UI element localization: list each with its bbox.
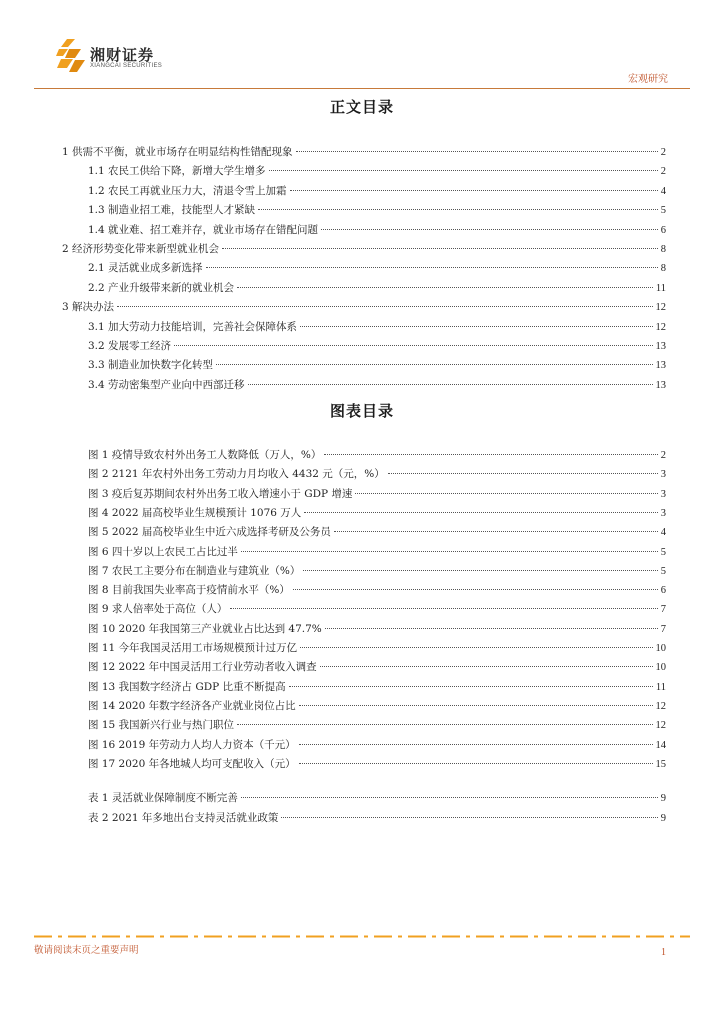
brand-english-name: XIANGCAI SECURITIES [90,63,163,69]
table-item-page-number: 9 [660,812,666,824]
report-category: 宏观研究 [628,74,668,85]
contents-item-label: 2.2 产业升级带来新的就业机会 [88,281,235,294]
figure-item-row[interactable] [88,582,666,598]
contents-item-page-number: 4 [660,185,666,197]
figure-item-row[interactable] [88,563,666,579]
figure-item-row[interactable] [88,640,666,656]
contents-item-label: 1.1 农民工供给下降，新增大学生增多 [88,165,266,178]
dot-leader [290,190,658,191]
table-item-page-number: 9 [660,793,666,804]
dot-leader [388,473,658,474]
figure-item-row[interactable] [88,486,666,502]
contents-item-label: 1.3 制造业招工难，技能型人才紧缺 [88,204,256,217]
contents-item-label: 2.1 灵活就业成多新选择 [88,262,203,275]
figure-item-page-number: 10 [655,643,666,654]
figure-item-label: 图 15 我国新兴行业与热门职位 [88,719,235,732]
dot-leader [258,209,658,210]
table-item-label: 表 2 2021 年多地出台支持灵活就业政策 [88,811,279,824]
contents-title: 正文目录 [329,98,394,116]
figure-item-row[interactable] [88,601,666,617]
figure-item-label: 图 10 2020 年我国第三产业就业占比达到 47.7% [88,622,322,635]
contents-item-page-number: 6 [660,224,666,236]
dot-leader [289,686,653,687]
page-number: 1 [661,947,666,958]
contents-item-page-number: 13 [655,360,666,372]
figure-item-row[interactable] [88,698,666,714]
contents-item-row[interactable] [88,260,666,276]
footer-divider [34,935,690,938]
dot-leader [269,170,658,171]
figure-item-label: 图 6 四十岁以上农民工占比过半 [88,545,238,558]
contents-item-row[interactable] [88,357,666,373]
contents-item-row[interactable] [88,338,666,354]
figure-item-page-number: 12 [655,700,666,712]
contents-item-row[interactable] [88,280,666,296]
figure-item-page-number: 14 [655,739,666,751]
contents-item-row[interactable] [62,241,666,257]
contents-item-row[interactable] [88,222,666,238]
brand-name: 湘财证券 [90,46,155,64]
header-divider [34,88,690,89]
contents-item-page-number: 8 [660,244,666,255]
figure-item-label: 图 2 2121 年农村外出务工劳动力月均收入 4432 元（元，%） [88,468,385,481]
dot-leader [304,512,657,513]
contents-item-page-number: 2 [660,166,666,178]
figure-item-page-number: 15 [655,758,666,770]
contents-item-row[interactable] [88,202,666,218]
figure-item-label: 图 13 我国数字经济占 GDP 比重不断提高 [88,680,286,693]
table-item-row[interactable] [88,810,666,826]
figure-item-row[interactable] [88,466,666,482]
page-header [0,0,724,92]
contents-item-label: 1 供需不平衡，就业市场存在明显结构性错配现象 [62,146,293,158]
contents-item-row[interactable] [88,377,666,393]
contents-item-label: 3.4 劳动密集型产业向中西部迁移 [88,378,245,391]
figures-title: 图表目录 [329,402,394,420]
xiangcai-logo-icon [55,38,89,74]
figure-item-row[interactable] [88,447,666,463]
figure-item-page-number: 3 [660,507,666,519]
dot-leader [216,364,652,365]
dot-leader [241,797,658,798]
figure-item-row[interactable] [88,737,666,753]
table-item-label: 表 1 灵活就业保障制度不断完善 [88,792,238,804]
dot-leader [281,817,657,818]
dot-leader [248,384,653,385]
contents-item-page-number: 12 [655,321,666,333]
contents-item-row[interactable] [88,183,666,199]
contents-item-page-number: 8 [660,263,666,275]
dot-leader [296,151,658,152]
dot-leader [299,763,653,764]
dot-leader [299,744,653,745]
contents-item-page-number: 13 [655,341,666,352]
figure-item-page-number: 2 [660,450,666,461]
figure-item-row[interactable] [88,621,666,637]
figure-item-label: 图 9 求人倍率处于高位（人） [88,603,228,616]
dot-leader [241,551,658,552]
figure-item-label: 图 5 2022 届高校毕业生中近六成选择考研及公务员 [88,526,331,539]
figure-item-label: 图 1 疫情导致农村外出务工人数降低（万人，%） [88,449,322,461]
figure-item-label: 图 7 农民工主要分布在制造业与建筑业（%） [88,564,301,577]
contents-item-page-number: 11 [655,282,666,294]
contents-item-page-number: 12 [655,302,666,314]
figure-item-page-number: 4 [660,527,666,539]
dot-leader [324,454,657,455]
figure-item-row[interactable] [88,544,666,560]
footer-disclaimer: 敬请阅读末页之重要声明 [34,945,139,956]
contents-item-label: 3.3 制造业加快数字化转型 [88,359,214,372]
dot-leader [222,248,658,249]
figure-item-label: 图 16 2019 年劳动力人均人力资本（千元） [88,738,296,751]
figure-item-page-number: 12 [655,720,666,732]
dot-leader [174,345,652,346]
contents-item-label: 1.4 就业难、招工难并存，就业市场存在错配问题 [88,223,319,236]
dot-leader [300,647,652,648]
contents-item-page-number: 5 [660,205,666,217]
figure-item-page-number: 10 [655,662,666,674]
figure-item-row[interactable] [88,717,666,733]
figure-item-page-number: 3 [660,469,666,481]
dot-leader [300,326,652,327]
contents-item-label: 1.2 农民工再就业压力大，清退令雪上加霜 [88,184,287,197]
contents-item-row[interactable] [62,299,666,315]
dot-leader [320,666,653,667]
contents-item-row[interactable] [62,144,666,160]
figure-item-label: 图 14 2020 年数字经济各产业就业岗位占比 [88,699,296,712]
figure-item-label: 图 8 目前我国失业率高于疫情前水平（%） [88,584,290,597]
figure-item-page-number: 11 [655,681,666,693]
figure-item-page-number: 5 [660,565,666,577]
table-item-row[interactable] [88,790,666,806]
contents-item-page-number: 2 [660,147,666,158]
dot-leader [237,724,652,725]
dot-leader [299,705,653,706]
contents-item-label: 2 经济形势变化带来新型就业机会 [62,243,220,255]
figure-item-page-number: 5 [660,546,666,558]
figure-item-row[interactable] [88,524,666,540]
figure-item-label: 图 12 2022 年中国灵活用工行业劳动者收入调查 [88,661,317,674]
dot-leader [206,267,658,268]
dot-leader [117,306,652,307]
figure-item-row[interactable] [88,756,666,772]
contents-item-row[interactable] [88,163,666,179]
figure-item-row[interactable] [88,505,666,521]
dot-leader [334,531,658,532]
figure-item-label: 图 3 疫后复苏期间农村外出务工收入增速小于 GDP 增速 [88,487,353,500]
dot-leader [325,628,658,629]
dot-leader [355,493,657,494]
contents-item-page-number: 13 [655,379,666,391]
figure-item-row[interactable] [88,659,666,675]
dot-leader [321,229,658,230]
figure-item-page-number: 3 [660,488,666,500]
figure-item-page-number: 6 [660,585,666,597]
dot-leader [230,608,657,609]
figure-item-label: 图 4 2022 届高校毕业生规模预计 1076 万人 [88,506,302,519]
figure-item-page-number: 7 [660,604,666,616]
dot-leader [293,589,658,590]
figure-item-label: 图 17 2020 年各地城人均可支配收入（元） [88,757,296,770]
dot-leader [303,570,657,571]
figure-item-label: 图 11 今年我国灵活用工市场规模预计过万亿 [88,642,298,654]
contents-item-label: 3 解决办法 [62,301,115,314]
contents-item-row[interactable] [88,319,666,335]
figure-item-page-number: 7 [660,623,666,635]
dot-leader [237,287,653,288]
contents-item-label: 3.2 发展零工经济 [88,340,172,352]
figure-item-row[interactable] [88,679,666,695]
contents-item-label: 3.1 加大劳动力技能培训，完善社会保障体系 [88,320,298,333]
